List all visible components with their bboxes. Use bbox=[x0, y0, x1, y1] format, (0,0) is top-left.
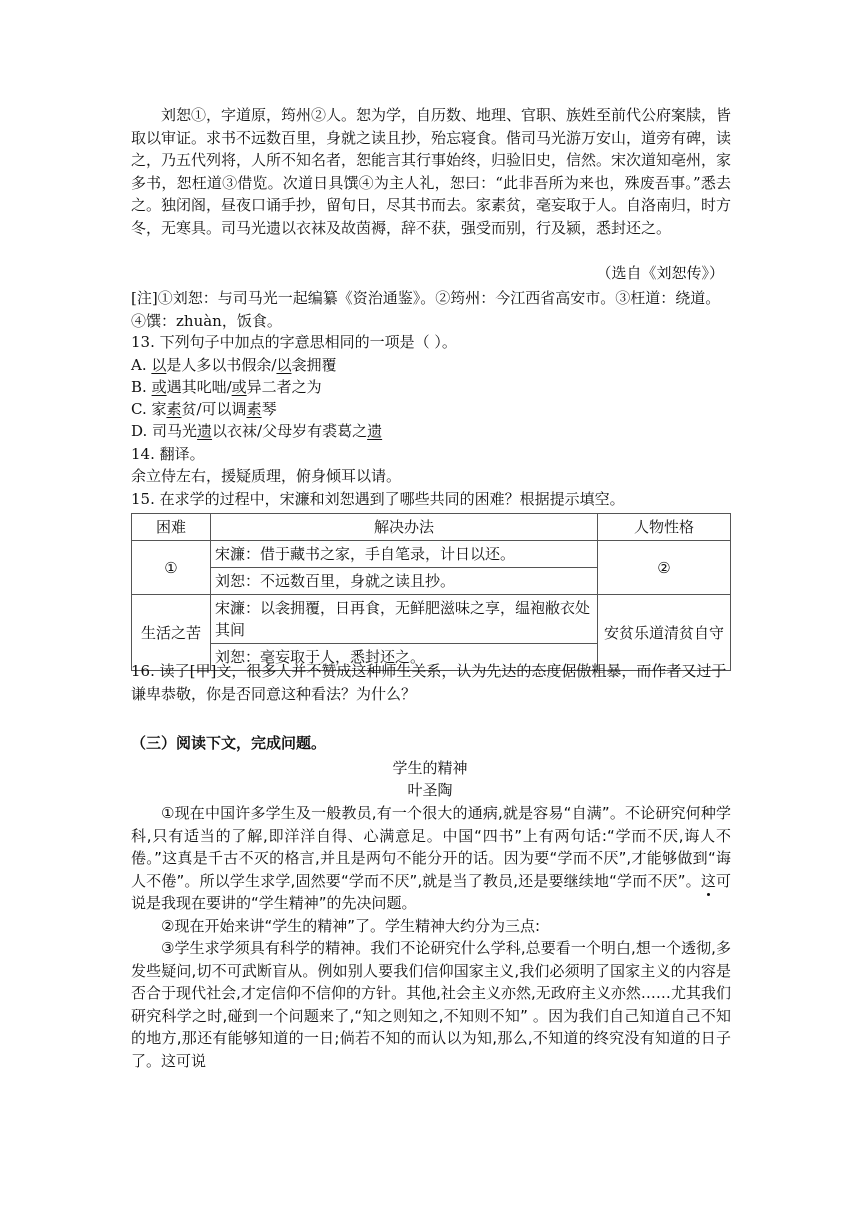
article-paragraph-3: ③学生求学须具有科学的精神。我们不论研究什么学科,总要看一个明白,想一个透彻,多发些疑问,切不可武断盲从。例如别人要我们信仰国家主义,我们必须明了国家主义的内容是否合于现代社会,才定信仰不信仰的方针。其他,社会主义亦然,无政府主义亦然……尤其我们研究科学之时,碰到一个问题来了,“知之则知之,不知则不知” 。因为我们自己知道自己不知的地方,那还有能够知道的一日;倘若不知的而认以为知,那么,不知道的终究没有知道的日子了。这可说 bbox=[131, 939, 731, 1070]
underlined-char: 素 bbox=[166, 400, 182, 418]
trait-cell: 安贫乐道清贫自守 bbox=[598, 595, 731, 671]
comparison-table bbox=[131, 513, 731, 671]
article-title: 学生的精神 bbox=[392, 759, 468, 777]
table-row bbox=[132, 595, 731, 644]
underlined-char: 以 bbox=[151, 356, 167, 374]
article-body bbox=[131, 802, 731, 1072]
notes-text: [注]①刘恕：与司马光一起编纂《资治通鉴》。②筠州：今江西省高安市。③枉道：绕道。④馔：zhuàn，饭食。 bbox=[131, 289, 721, 330]
solution-cell: 刘恕：毫妄取于人，悉封还之。 bbox=[211, 644, 598, 671]
difficulty-cell: 生活之苦 bbox=[132, 595, 211, 671]
table-header-cell: 困难 bbox=[132, 514, 211, 541]
section-heading: （三）阅读下文，完成问题。 bbox=[131, 734, 327, 752]
article-author: 叶圣陶 bbox=[407, 781, 453, 799]
option-text: 琴 bbox=[261, 400, 277, 418]
option-label: B. bbox=[131, 378, 152, 396]
solution-cell: 宋濂：以衾拥覆，日再食，无鲜肥滋味之享，缊袍敝衣处其间 bbox=[211, 595, 598, 644]
solution-cell: 刘恕：不远数百里，身就之读且抄。 bbox=[211, 568, 598, 595]
option-text: 是人多以书假余/ bbox=[166, 356, 277, 374]
option-text: 以衣袜/父母岁有裘葛之 bbox=[212, 422, 368, 440]
question-16 bbox=[131, 660, 731, 705]
difficulty-blank-1[interactable]: ① bbox=[132, 541, 211, 595]
passage-citation: （选自《刘恕传》） bbox=[596, 264, 724, 282]
option-text: 异二者之为 bbox=[246, 378, 322, 396]
question-14-sentence: 余立侍左右，援疑质理，俯身倾耳以请。 bbox=[131, 467, 402, 485]
table-header-row bbox=[132, 514, 731, 541]
underlined-char: 以 bbox=[276, 356, 292, 374]
question-13-option-c[interactable] bbox=[131, 398, 277, 420]
paragraph-text: 可说是我现在要讲的“学生精神”的先决问题。 bbox=[131, 871, 731, 912]
question-13-option-b[interactable] bbox=[131, 376, 322, 398]
passage-notes bbox=[131, 287, 731, 332]
underlined-char: 遗 bbox=[367, 422, 383, 440]
classical-passage bbox=[131, 104, 731, 239]
option-text: 贫/可以调 bbox=[181, 400, 247, 418]
question-13-option-a[interactable] bbox=[131, 354, 336, 376]
question-14-stem: 14. 翻译。 bbox=[131, 445, 205, 463]
option-text: 衾拥覆 bbox=[291, 356, 337, 374]
question-15-stem: 15. 在求学的过程中，宋濂和刘恕遇到了哪些共同的困难？根据提示填空。 bbox=[131, 490, 625, 508]
option-label: A. bbox=[131, 356, 152, 374]
underlined-char: 遗 bbox=[197, 422, 213, 440]
article-paragraph-1 bbox=[131, 802, 731, 915]
option-label: C. 家 bbox=[131, 400, 167, 418]
dotted-char: 这 bbox=[700, 871, 716, 890]
solution-cell: 宋濂：借于藏书之家，手自笔录，计日以还。 bbox=[211, 541, 598, 568]
option-text: 遇其叱咄/ bbox=[166, 378, 232, 396]
table-row bbox=[132, 541, 731, 568]
passage-text: 刘恕①，字道原，筠州②人。恕为学，自历数、地理、官职、族姓至前代公府案牍，皆取以审证。求书不远数百里，身就之读且抄，殆忘寝食。偕司马光游万安山，道旁有碑，读之，乃五代列将，人所不知名者，恕能言其行事始终，归验旧史，信然。宋次道知亳州，家多书，恕枉道③借览。次道日具馔④为主人礼，恕曰：“此非吾所为来也，殊废吾事。”悉去之。独闭阁，昼夜口诵手抄，留旬日，尽其书而去。家素贫，毫妄取于人。自洛南归，时方冬，无寒具。司马光遗以衣袜及故茵褥，辞不获，强受而别，行及颍，悉封还之。 bbox=[131, 106, 732, 237]
question-16-stem: 16. 读了[甲]文，很多人并不赞成这种师生关系，认为先达的态度倨傲粗暴，而作者又过于谦卑恭敬，你是否同意这种看法？为什么？ bbox=[131, 662, 727, 703]
underlined-char: 素 bbox=[246, 400, 262, 418]
underlined-char: 或 bbox=[151, 378, 167, 396]
paragraph-text: ①现在中国许多学生及一般教员,有一个很大的通病,就是容易“自满”。不论研究何种学科,只有适当的了解,即洋洋自得、心满意足。中国“四书”上有两句话:“学而不厌,诲人不倦。”这真是千古不灭的格言,并且是两句不能分开的话。因为要“学而不厌”,才能够做到“诲人不倦”。所以学生求学,固然要“学而不厌”,就是当了教员,还是要继续地“学而不厌”。 bbox=[131, 804, 731, 890]
question-13-stem: 13. 下列句子中加点的字意思相同的一项是（ ）。 bbox=[131, 333, 457, 351]
trait-blank-2[interactable]: ② bbox=[598, 541, 731, 595]
underlined-char: 或 bbox=[231, 378, 247, 396]
question-13-option-d[interactable] bbox=[131, 420, 382, 442]
table-header-cell: 人物性格 bbox=[598, 514, 731, 541]
table-header-cell: 解决办法 bbox=[211, 514, 598, 541]
option-label: D. 司马光 bbox=[131, 422, 198, 440]
article-paragraph-2: ②现在开始来讲“学生的精神”了。学生精神大约分为三点: bbox=[161, 916, 541, 935]
